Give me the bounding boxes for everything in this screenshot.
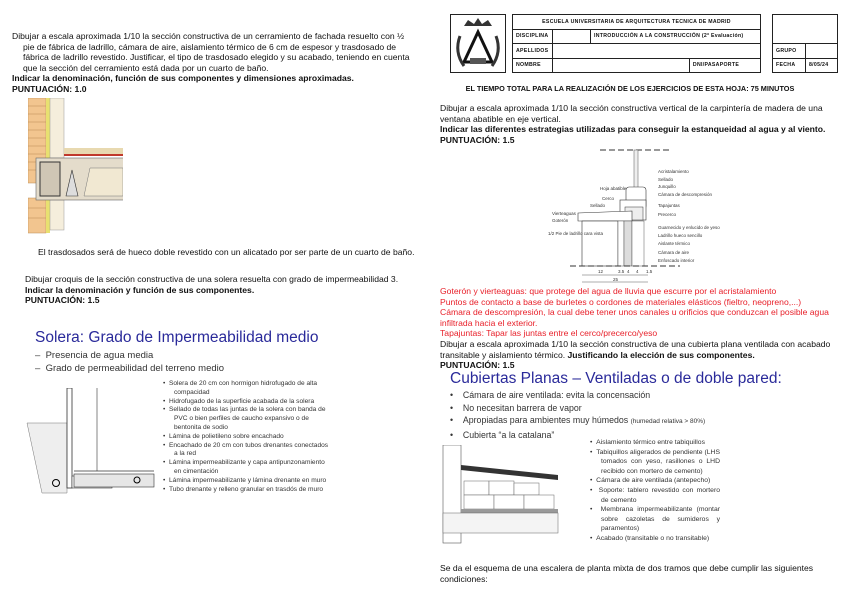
bullet-item: • Lámina impermeabilizante y lámina drenante en muro: [163, 476, 327, 484]
bullet-item: • Tabiquillos aligerados de pendiente (LHS tomados con yeso, rasillones o LHD recibido con mortero de cemento): [590, 448, 720, 475]
answer-tapajuntas: Tapajuntas: Tapar las juntas entre el cerco/precerco/yeso: [440, 328, 658, 338]
solera-dash-list: [35, 349, 224, 375]
dash-item: – Grado de permeabilidad del terreno medio: [35, 363, 225, 374]
cubiertas-sub-bullets: [590, 438, 720, 544]
header-table: [512, 14, 761, 73]
label-ladrillo-hueco: Ladrillo hueco sencillo: [658, 233, 703, 238]
q4-score: PUNTUACIÓN: 1.5: [440, 360, 515, 370]
dim-4b: 4: [636, 269, 639, 274]
q2-text: Dibujar croquis de la sección constructiva de una solera resuelta con grado de impermeabilidad 3.: [25, 274, 399, 284]
bullet-item: • Encachado de 20 cm con tubos drenantes conectados a la red: [163, 441, 329, 458]
label-hoja-abatible: Hoja abatible: [600, 186, 627, 191]
answer-goteron: Goterón y vierteaguas: que protege del agua de lluvia que escurre por el acristalamiento: [440, 286, 777, 296]
bullet-item: • Cámara de aire ventilada: evita la concensación: [450, 390, 651, 400]
q2-score: PUNTUACIÓN: 1.5: [25, 295, 100, 305]
disciplina-value: INTRODUCCIÓN A LA CONSTRUCCIÓN (2ª Evaluación): [591, 29, 761, 44]
bullet-item: • Sellado de todas las juntas de la solera con banda de PVC o bien perfiles de caucho expansivo o de bentonita de sodio: [163, 406, 326, 431]
disciplina-label: DISCIPLINA: [513, 29, 553, 44]
label-junquillo: Junquillo: [658, 184, 676, 189]
q4-statement: [440, 339, 838, 371]
label-precerco: Precerco: [658, 212, 677, 217]
q5-text: Se da el esquema de una escalera de planta mixta de dos tramos que debe cumplir las siguientes condiciones:: [440, 563, 814, 584]
q1-answer: El trasdosados será de hueco doble revestido con un alicatado por ser parte de un cuarto de baño.: [38, 247, 415, 257]
facade-section-drawing: [28, 98, 123, 238]
label-aislante: Aislante térmico: [658, 241, 691, 246]
q1-statement: [12, 31, 417, 94]
dni-label: DNI/PASAPORTE: [689, 58, 760, 73]
bullet-item: • Hidrofugado de la superficie acabada de la solera: [163, 397, 315, 405]
roof-section-drawing: [438, 445, 598, 545]
label-medio-pie: 1/2 Pie de ladrillo cara vista: [548, 231, 604, 236]
label-vierteaguas: Vierteaguas: [552, 211, 576, 216]
bullet-item: • Lámina de polietileno sobre encachado: [163, 432, 284, 440]
q3-instruction: Indicar las diferentes estrategias utilizadas para conseguir la estanqueidad al agua y al viento.: [440, 124, 826, 134]
label-sellado: Sellado: [658, 177, 674, 182]
label-enfoscado: Enfoscado interior: [658, 258, 695, 263]
label-tapajuntas: Tapajuntas: [658, 203, 680, 208]
bullet-item: • Membrana impermeabilizante (montar sobre cazoletas de sumideros y paramentos): [590, 506, 720, 533]
q3-statement: [440, 103, 838, 145]
dim-12: 12: [598, 269, 604, 274]
label-guarnecido: Guarnecido y enlucido de yeso: [658, 225, 720, 230]
dim-3-5: 3.5: [618, 269, 625, 274]
solera-section-drawing: [22, 388, 167, 498]
label-acristalamiento: Acristalamiento: [658, 169, 689, 174]
answer-camara: Cámara de descompresión, la cual debe tener unos canales u orificios que conduzcan el posible agua infiltrada hacia el exterior.: [440, 307, 829, 328]
school-logo: [450, 14, 506, 73]
label-camara-aire: Cámara de aire: [658, 250, 690, 255]
time-notice: EL TIEMPO TOTAL PARA LA REALIZACIÓN DE LOS EJERCICIOS DE ESTA HOJA: 75 MINUTOS: [465, 84, 795, 93]
group-date-table: [772, 14, 838, 73]
q2-statement: [25, 274, 420, 306]
dim-4a: 4: [627, 269, 630, 274]
q4-instruction: Justificando la elección de sus componentes.: [567, 349, 755, 360]
q1-text: Dibujar a escala aproximada 1/10 la sección constructiva de un cerramiento de fachada resuelto con ½ pie de fábrica de ladrillo, cámara de aire, aislamiento térmico de 6 cm de espesor y trasdosado de fábrica de ladrillo revestido. Justificar, el tipo de trasdosado elegido y su acabado, teniendo en cuenta que la sección del cerramiento está dada por un cuarto de baño.: [12, 31, 410, 73]
label-camara-descompresion: Cámara de descompresión: [658, 192, 713, 197]
bullet-item: • Aislamiento térmico entre tabiquillos: [590, 439, 705, 446]
fecha-label: FECHA: [773, 58, 806, 73]
bullet-item: • Apropiadas para ambientes muy húmedos (humedad relativa > 80%): [450, 415, 706, 425]
q1-instruction: Indicar la denominación, función de sus componentes y dimensiones aproximadas.: [12, 73, 354, 83]
q3-answers: [440, 286, 838, 339]
bullet-item: • Cubierta “a la catalana”: [450, 429, 555, 440]
label-sellado-left: Sellado: [590, 203, 606, 208]
cubiertas-bullets: [450, 389, 705, 441]
nombre-field[interactable]: [553, 58, 690, 73]
q2-instruction: Indicar la denominación y función de sus componentes.: [25, 284, 255, 295]
grupo-label: GRUPO: [773, 44, 806, 59]
bullet-item: • Acabado (transitable o no transitable): [590, 534, 710, 542]
dim-1-5: 1.5: [646, 269, 653, 274]
label-cerco: Cerco: [602, 196, 615, 201]
fecha-value: 8/05/24: [806, 58, 838, 73]
q3-score: PUNTUACIÓN: 1.5: [440, 134, 515, 145]
apellidos-label: APELLIDOS: [513, 44, 553, 59]
disciplina-blank: [553, 29, 591, 44]
bullet-item: • Tubo drenante y relleno granular en trasdós de muro: [163, 485, 324, 493]
bullet-item: • Solera de 20 cm con hormigon hidrofugado de alta compacidad: [163, 380, 318, 396]
grupo-field[interactable]: [806, 44, 838, 59]
bullet-item: • Lámina impermeabilizante y capa antipunzonamiento en cimentación: [163, 459, 325, 475]
nombre-label: NOMBRE: [513, 58, 553, 73]
bullet-item: • No necesitan barrera de vapor: [450, 402, 582, 413]
blank-cell: [773, 15, 838, 44]
school-name: ESCUELA UNIVERSITARIA DE ARQUITECTURA TECNICA DE MADRID: [513, 15, 761, 30]
label-goteron: Goterón: [552, 218, 569, 223]
solera-slide-title: Solera: Grado de Impermeabilidad medio: [35, 329, 319, 346]
window-section-drawing: [540, 145, 740, 285]
dim-25: 25: [613, 277, 619, 282]
cubiertas-slide-title: Cubiertas Planas – Ventiladas o de doble pared:: [450, 370, 782, 387]
q4-text: Dibujar a escala aproximada 1/10 la sección constructiva de una cubierta plana ventilada con acabado transitable y aislamiento térmico.: [440, 339, 831, 360]
solera-bullets: [163, 380, 333, 494]
bullet-item: • Soporte: tablero revestido con mortero de cemento: [590, 486, 720, 504]
q3-text: Dibujar a escala aproximada 1/10 la sección constructiva vertical de la carpintería de madera de una ventana abatible en eje vertical.: [440, 103, 823, 124]
q1-score: PUNTUACIÓN: 1.0: [12, 83, 87, 94]
answer-puntos-contacto: Puntos de contacto a base de burletes o cordones de materiales elásticos (fieltro, neopreno,...): [440, 296, 802, 307]
dash-item: – Presencia de agua media: [35, 350, 154, 361]
bullet-item: • Cámara de aire ventilada (antepecho): [590, 477, 711, 485]
apellidos-field[interactable]: [553, 44, 761, 59]
